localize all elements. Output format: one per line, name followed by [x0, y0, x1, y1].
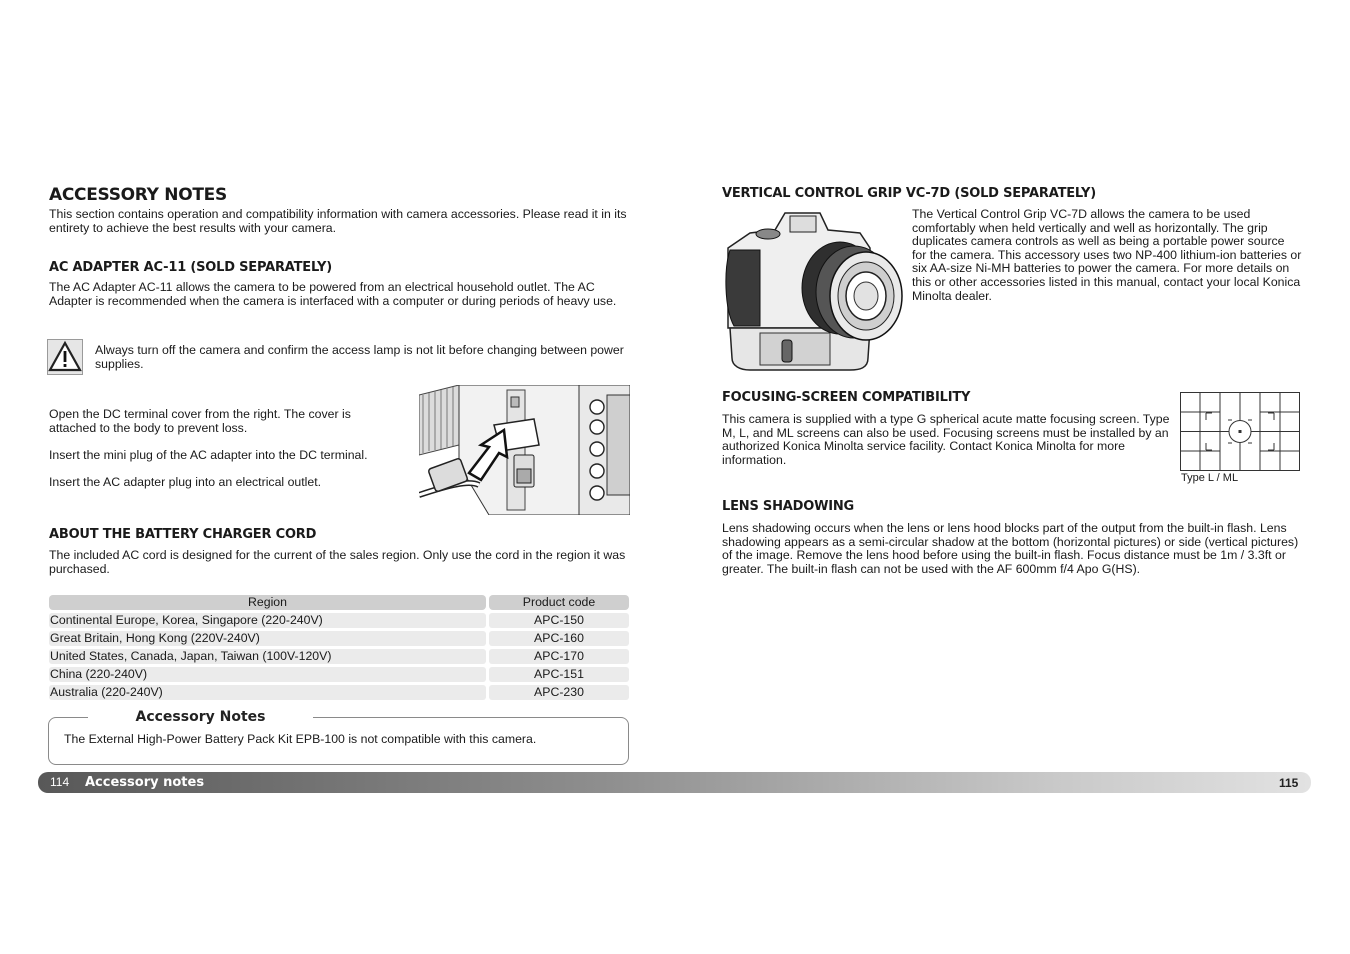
- warning-text: Always turn off the camera and confirm the access lamp is not lit before changing between power supplies.: [95, 343, 624, 371]
- region-cell: Continental Europe, Korea, Singapore (220-240V): [49, 613, 486, 628]
- region-cell: Great Britain, Hong Kong (220V-240V): [49, 631, 486, 646]
- table-row: [49, 613, 629, 628]
- focusing-body: This camera is supplied with a type G spherical acute matte focusing screen. Type M, L, and ML screens can also be used. Focusing screens must be installed by an authorized Konica Minolta service facility. Contact Konica Minolta for more information.: [722, 412, 1170, 467]
- focusing-screen-grid: [1180, 392, 1300, 471]
- step-3-text: Insert the AC adapter plug into an electrical outlet.: [49, 475, 322, 489]
- accessory-notes-title: Accessory Notes: [88, 707, 313, 727]
- region-cell: Australia (220-240V): [49, 685, 486, 700]
- product-code-cell: APC-170: [489, 649, 629, 664]
- step-1-text: Open the DC terminal cover from the right. The cover is attached to the body to prevent loss.: [49, 407, 351, 435]
- region-cell: United States, Canada, Japan, Taiwan (100V-120V): [49, 649, 486, 664]
- footer-bar: [38, 772, 1311, 793]
- grip-body: The Vertical Control Grip VC-7D allows the camera to be used comfortably when held vertically and well as horizontally. The grip duplicates camera controls as well as being a portable power source for the camera. This accessory uses two NP-400 lithium-ion batteries or six AA-size Ni-MH batteries to power the camera. For more details on this or other accessories listed in this manual, contact your local Konica Minolta dealer.: [912, 207, 1302, 303]
- charger-cord-body: The included AC cord is designed for the current of the sales region. Only use the cord in the region it was purchased.: [49, 548, 626, 576]
- product-code-cell: APC-150: [489, 613, 629, 628]
- grip-heading: VERTICAL CONTROL GRIP VC-7D (SOLD SEPARATELY): [722, 186, 1096, 201]
- shadowing-body: Lens shadowing occurs when the lens or lens hood blocks part of the output from the built-in flash. Lens shadowing appears as a semi-circular shadow at the bottom (horizontal pictures) or side (vertical pictures) of the image. Remove the lens hood before using the built-in flash. Focus distance must be 1m / 3.3ft or greater. The built-in flash can not be used with the AF 600mm f/4 Apo G(HS).: [722, 521, 1299, 576]
- table-row: [49, 667, 629, 682]
- accessory-notes-text: The External High-Power Battery Pack Kit EPB-100 is not compatible with this camera.: [64, 732, 537, 746]
- right-page-number: 115: [1279, 776, 1299, 790]
- shadowing-heading: LENS SHADOWING: [722, 499, 855, 514]
- table-row: [49, 685, 629, 700]
- table-row: [49, 631, 629, 646]
- dc-terminal-illustration: [419, 385, 630, 515]
- charger-cord-heading: ABOUT THE BATTERY CHARGER CORD: [49, 527, 317, 542]
- column-header-product-code: Product code: [489, 595, 629, 610]
- ac-adapter-heading: AC ADAPTER AC-11 (SOLD SEPARATELY): [49, 260, 332, 275]
- step-2-text: Insert the mini plug of the AC adapter into the DC terminal.: [49, 448, 368, 462]
- column-header-region: Region: [49, 595, 486, 610]
- product-code-cell: APC-160: [489, 631, 629, 646]
- ac-adapter-body: The AC Adapter AC-11 allows the camera to be powered from an electrical household outlet. The AC Adapter is recommended when the camera is interfaced with a computer or during periods of heavy use.: [49, 280, 617, 308]
- intro-paragraph: This section contains operation and compatibility information with camera accessories. Please read it in its entirety to achieve the best results with your camera.: [49, 207, 627, 235]
- focusing-heading: FOCUSING-SCREEN COMPATIBILITY: [722, 390, 971, 405]
- left-page-number: 114: [50, 775, 70, 789]
- product-code-cell: APC-151: [489, 667, 629, 682]
- product-code-cell: APC-230: [489, 685, 629, 700]
- table-row: [49, 649, 629, 664]
- focusing-screen-caption: Type L / ML: [1181, 472, 1239, 484]
- page-title: ACCESSORY NOTES: [49, 185, 227, 205]
- camera-with-grip-illustration: [720, 208, 905, 373]
- region-cell: China (220-240V): [49, 667, 486, 682]
- warning-triangle-icon: [47, 339, 83, 375]
- table-header-row: [49, 595, 629, 610]
- footer-section-label: Accessory notes: [85, 775, 205, 790]
- region-table: [49, 592, 629, 703]
